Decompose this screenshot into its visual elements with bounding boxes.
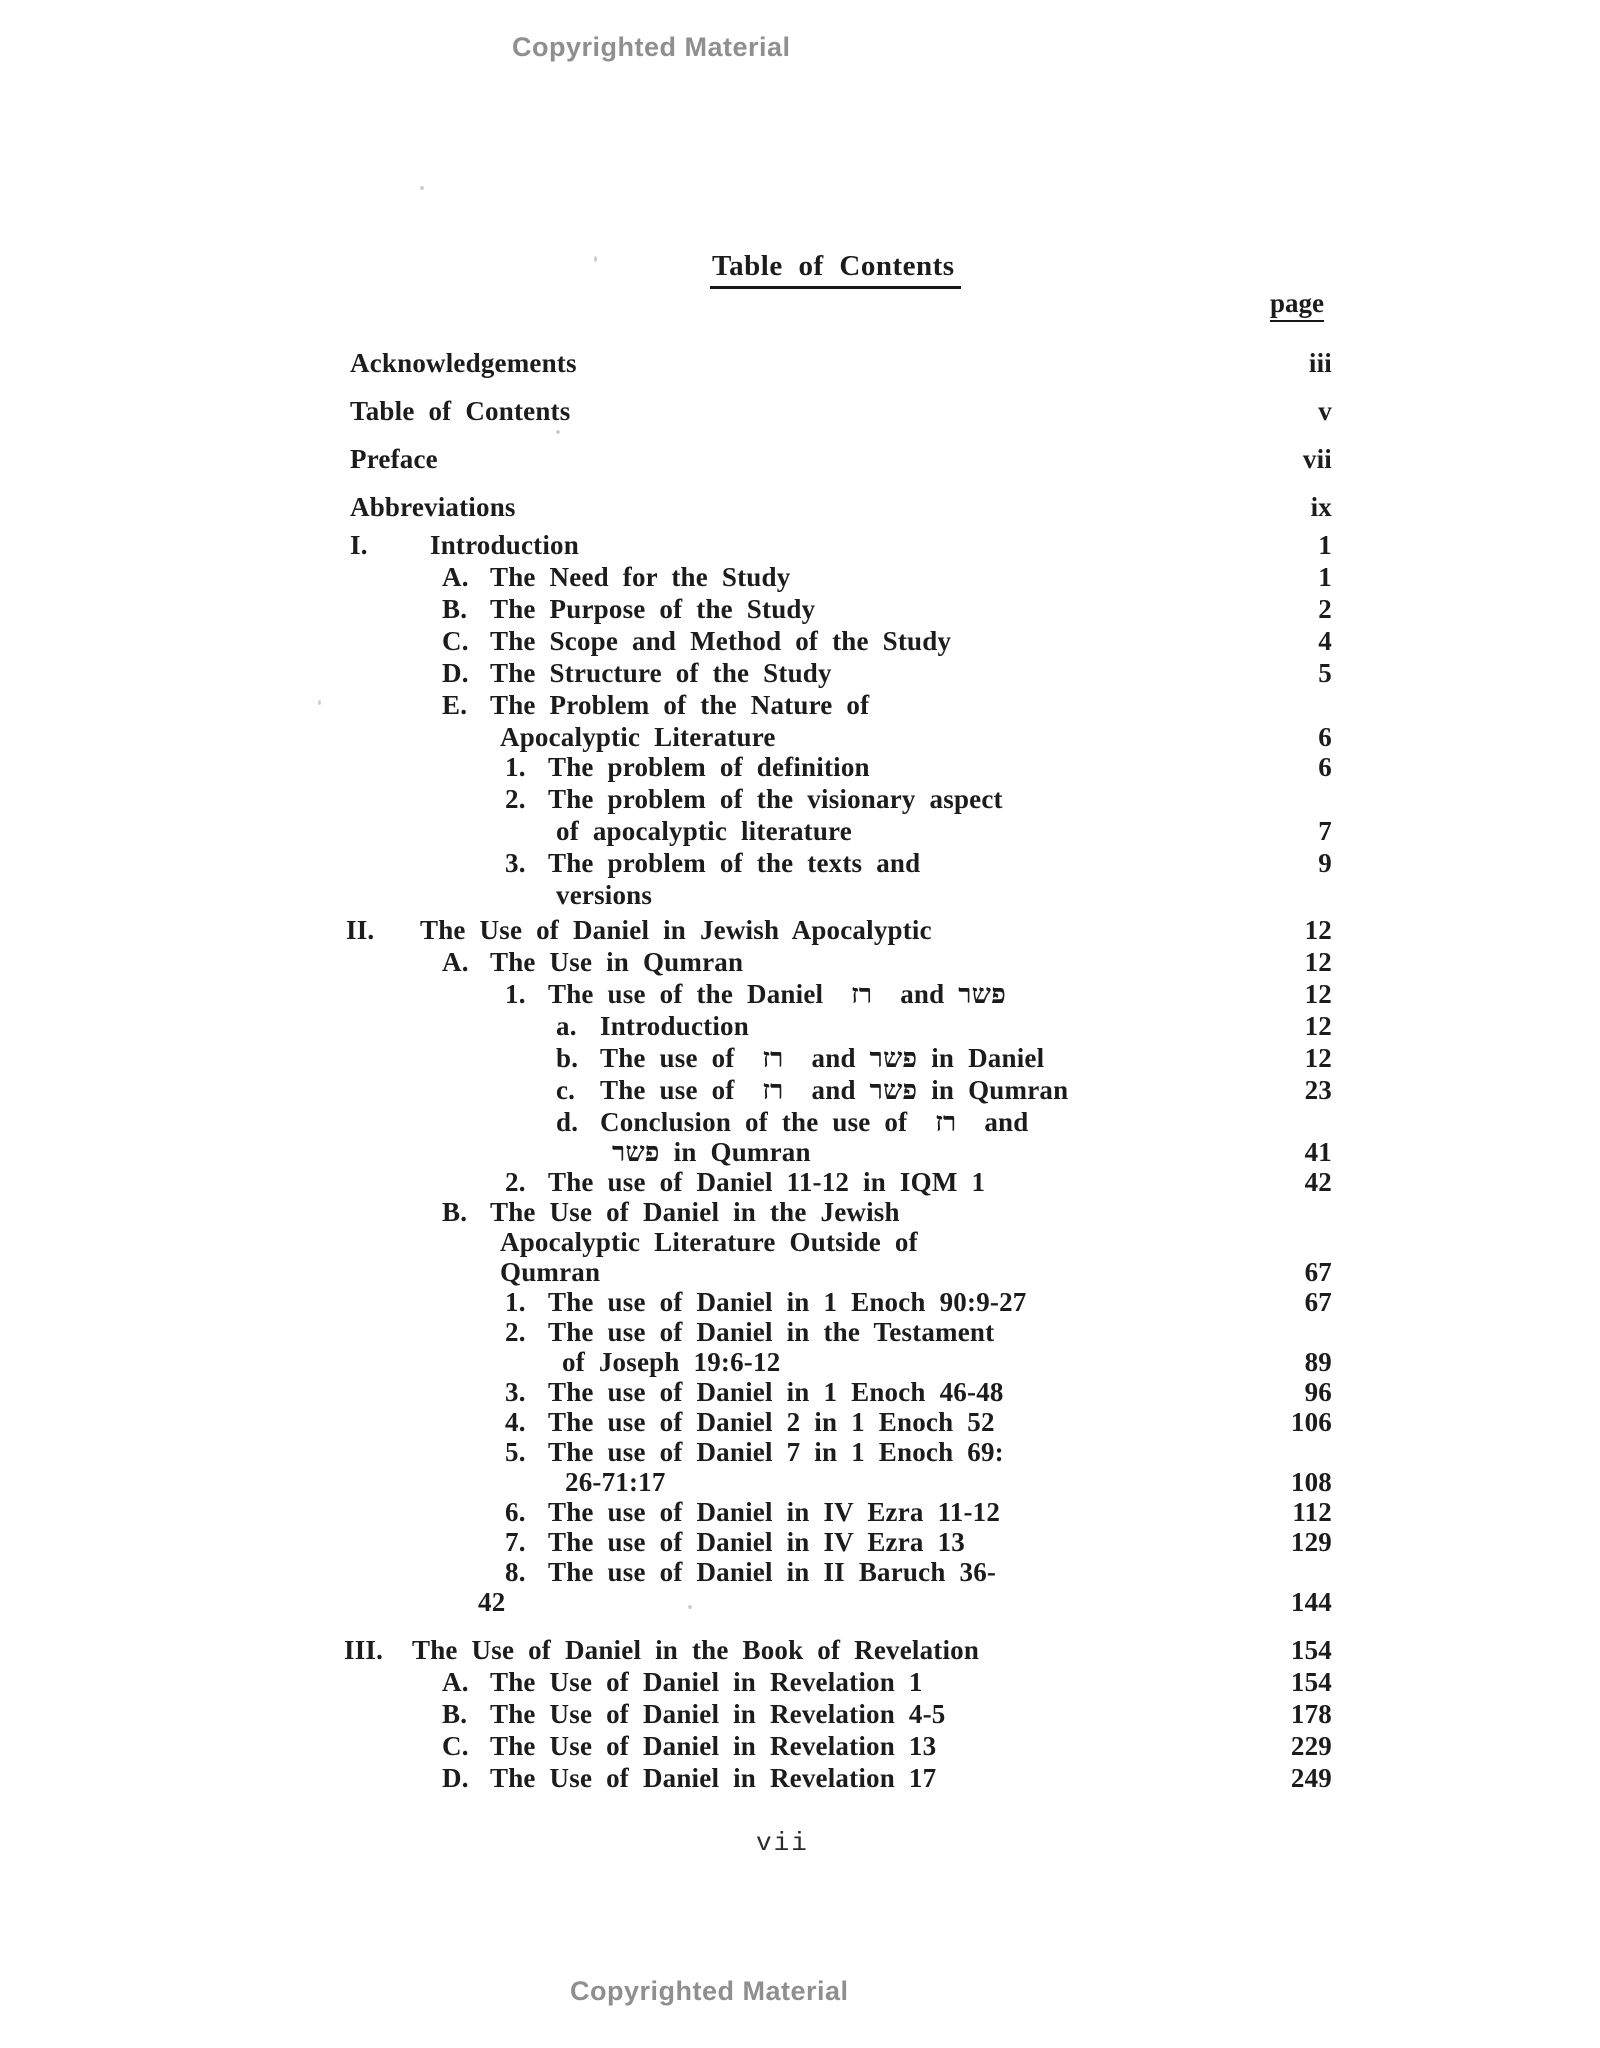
- toc-line: [0, 1287, 1600, 1318]
- toc-line-page: 229: [1290, 1731, 1332, 1761]
- toc-line-text: The Problem of the Nature of: [490, 690, 870, 720]
- toc-line-page: 4: [1318, 626, 1332, 656]
- toc-line: [0, 658, 1600, 689]
- toc-line: [0, 947, 1600, 978]
- toc-line-text: Introduction: [430, 530, 579, 560]
- scan-speck: [318, 700, 321, 705]
- toc-line-page: 1: [1318, 562, 1332, 592]
- toc-line-marker: B.: [442, 1197, 468, 1227]
- toc-line-page: v: [1318, 396, 1332, 426]
- toc-line-marker: 7.: [505, 1527, 526, 1557]
- toc-line-marker: C.: [442, 1731, 469, 1761]
- toc-line-page: ix: [1310, 492, 1332, 522]
- toc-line-page: 67: [1304, 1287, 1332, 1317]
- toc-line-marker: 1.: [505, 979, 526, 1009]
- toc-line-marker: B.: [442, 594, 468, 624]
- copyright-notice-top: Copyrighted Material: [512, 32, 791, 62]
- toc-line: [0, 562, 1600, 593]
- toc-line-text: The Use of Daniel in Revelation 17: [490, 1763, 937, 1793]
- toc-line: [0, 626, 1600, 657]
- toc-line: [0, 1699, 1600, 1730]
- toc-line-page: 12: [1304, 979, 1332, 1009]
- toc-line-marker: 2.: [505, 1317, 526, 1347]
- toc-line-marker: 1.: [505, 1287, 526, 1317]
- toc-line-text: The use of Daniel in 1 Enoch 90:9-27: [548, 1287, 1027, 1317]
- toc-line-text: The problem of the texts and: [548, 848, 921, 878]
- toc-line-text: Preface: [350, 444, 438, 474]
- toc-line-page: 12: [1304, 947, 1332, 977]
- page-title: Table of Contents: [710, 250, 961, 289]
- toc-line: [0, 348, 1600, 379]
- toc-line-marker: III.: [344, 1635, 384, 1665]
- toc-line-marker: 2.: [505, 784, 526, 814]
- toc-line: [0, 1347, 1600, 1378]
- toc-line-text: The Use of Daniel in Jewish Apocalyptic: [420, 915, 932, 945]
- toc-line: [0, 1497, 1600, 1528]
- copyright-notice-bottom: Copyrighted Material: [570, 1976, 849, 2006]
- toc-line: [0, 915, 1600, 946]
- toc-line: [0, 1227, 1600, 1258]
- toc-line-text: The use of the Daniel רז and פשר: [548, 979, 1006, 1009]
- toc-line-text: The Structure of the Study: [490, 658, 832, 688]
- toc-line-page: 41: [1304, 1137, 1332, 1167]
- toc-line-text: The use of Daniel 11-12 in IQM 1: [548, 1167, 986, 1197]
- toc-line: [0, 1587, 1600, 1618]
- toc-line-marker: 4.: [505, 1407, 526, 1437]
- toc-line-text: Conclusion of the use of רז and: [600, 1107, 1029, 1137]
- toc-line: [0, 752, 1600, 783]
- toc-line-page: 1: [1318, 530, 1332, 560]
- toc-line-page: 42: [1304, 1167, 1332, 1197]
- toc-line: [0, 690, 1600, 721]
- toc-line: [0, 1075, 1600, 1106]
- toc-line: [0, 1011, 1600, 1042]
- toc-line: [0, 1467, 1600, 1498]
- toc-line-text: The use of Daniel in II Baruch 36-: [548, 1557, 997, 1587]
- toc-line-text: The Use of Daniel in Revelation 13: [490, 1731, 937, 1761]
- toc-line: [0, 492, 1600, 523]
- toc-line-marker: 3.: [505, 848, 526, 878]
- toc-line: [0, 530, 1600, 561]
- toc-line-page: vii: [1302, 444, 1332, 474]
- toc-line-text: The Use in Qumran: [490, 947, 744, 977]
- toc-line: [0, 1377, 1600, 1408]
- toc-line-text: The problem of the visionary aspect: [548, 784, 1003, 814]
- toc-line-page: iii: [1308, 348, 1332, 378]
- toc-line: [0, 1043, 1600, 1074]
- toc-line: [0, 1197, 1600, 1228]
- toc-line-page: 12: [1304, 1011, 1332, 1041]
- toc-line: [0, 1407, 1600, 1438]
- scan-speck: [556, 430, 560, 434]
- toc-line-text: versions: [556, 880, 653, 910]
- toc-line-page: 154: [1290, 1635, 1332, 1665]
- scan-speck: [594, 256, 597, 262]
- toc-line-text: The use of Daniel in 1 Enoch 46-48: [548, 1377, 1004, 1407]
- toc-line-text: 42: [478, 1587, 506, 1617]
- toc-line-page: 7: [1318, 816, 1332, 846]
- toc-line-marker: 8.: [505, 1557, 526, 1587]
- toc-line-page: 6: [1318, 752, 1332, 782]
- toc-line-text: The use of רז and פשר in Qumran: [600, 1075, 1069, 1105]
- page-column-header: page: [1270, 288, 1324, 322]
- toc-line: [0, 1731, 1600, 1762]
- toc-line: [0, 1437, 1600, 1468]
- toc-line-marker: a.: [556, 1011, 577, 1041]
- toc-line-text: Abbreviations: [350, 492, 516, 522]
- toc-line-marker: II.: [346, 915, 375, 945]
- toc-line-marker: A.: [442, 1667, 469, 1697]
- toc-line: [0, 979, 1600, 1010]
- toc-line: [0, 1107, 1600, 1138]
- toc-line-marker: E.: [442, 690, 468, 720]
- toc-line: [0, 444, 1600, 475]
- toc-line: [0, 784, 1600, 815]
- toc-line: [0, 1317, 1600, 1348]
- toc-line-text: The use of רז and פשר in Daniel: [600, 1043, 1045, 1073]
- toc-line-marker: d.: [556, 1107, 579, 1137]
- toc-line: [0, 1667, 1600, 1698]
- toc-line: [0, 1527, 1600, 1558]
- toc-line-marker: 5.: [505, 1437, 526, 1467]
- toc-line-page: 178: [1290, 1699, 1332, 1729]
- toc-line-page: 12: [1304, 915, 1332, 945]
- toc-line-text: Apocalyptic Literature Outside of: [500, 1227, 918, 1257]
- toc-line: [0, 1257, 1600, 1288]
- toc-line-marker: C.: [442, 626, 469, 656]
- toc-line-marker: I.: [350, 530, 368, 560]
- toc-line-page: 112: [1292, 1497, 1332, 1527]
- toc-line: [0, 722, 1600, 753]
- toc-line-page: 108: [1290, 1467, 1332, 1497]
- toc-line-text: The use of Daniel 7 in 1 Enoch 69:: [548, 1437, 1004, 1467]
- toc-line: [0, 848, 1600, 879]
- toc-line-marker: 2.: [505, 1167, 526, 1197]
- toc-line-text: 26-71:17: [565, 1467, 666, 1497]
- toc-line-marker: D.: [442, 1763, 469, 1793]
- toc-line-page: 249: [1290, 1763, 1332, 1793]
- toc-line-page: 154: [1290, 1667, 1332, 1697]
- toc-line: [0, 816, 1600, 847]
- toc-line-text: Table of Contents: [350, 396, 571, 426]
- toc-line: [0, 1167, 1600, 1198]
- toc-line-text: Apocalyptic Literature: [500, 722, 776, 752]
- scan-speck: [688, 1605, 692, 1609]
- toc-line-marker: 6.: [505, 1497, 526, 1527]
- toc-line: [0, 1557, 1600, 1588]
- toc-line-text: The Scope and Method of the Study: [490, 626, 952, 656]
- toc-line: [0, 594, 1600, 625]
- toc-line-marker: b.: [556, 1043, 579, 1073]
- scan-speck: [420, 186, 424, 190]
- toc-line-page: 144: [1290, 1587, 1332, 1617]
- toc-line-marker: D.: [442, 658, 469, 688]
- folio-page-number: vii: [756, 1828, 809, 1858]
- toc-line-text: The Purpose of the Study: [490, 594, 816, 624]
- toc-line: [0, 396, 1600, 427]
- toc-line: [0, 1635, 1600, 1666]
- toc-line-marker: A.: [442, 947, 469, 977]
- toc-line-text: The use of Daniel in IV Ezra 11-12: [548, 1497, 1001, 1527]
- toc-line-text: of Joseph 19:6-12: [562, 1347, 781, 1377]
- toc-line-page: 89: [1304, 1347, 1332, 1377]
- toc-line-text: The use of Daniel in the Testament: [548, 1317, 995, 1347]
- toc-line-text: The Use of Daniel in the Book of Revelation: [412, 1635, 980, 1665]
- toc-line-text: of apocalyptic literature: [556, 816, 852, 846]
- toc-line: [0, 1137, 1600, 1168]
- toc-line-text: Qumran: [500, 1257, 601, 1287]
- toc-line-marker: 1.: [505, 752, 526, 782]
- toc-line-text: The use of Daniel 2 in 1 Enoch 52: [548, 1407, 995, 1437]
- toc-line-page: 2: [1318, 594, 1332, 624]
- toc-line: [0, 880, 1600, 911]
- toc-line-page: 9: [1318, 848, 1332, 878]
- toc-line-marker: 3.: [505, 1377, 526, 1407]
- toc-line-page: 67: [1304, 1257, 1332, 1287]
- toc-line-page: 5: [1318, 658, 1332, 688]
- toc-line-text: The use of Daniel in IV Ezra 13: [548, 1527, 965, 1557]
- toc-line-text: The Use of Daniel in Revelation 1: [490, 1667, 923, 1697]
- toc-line-text: פשר in Qumran: [612, 1137, 811, 1167]
- toc-line-text: Acknowledgements: [350, 348, 577, 378]
- toc-line-text: The Need for the Study: [490, 562, 791, 592]
- toc-line: [0, 1763, 1600, 1794]
- toc-line-marker: B.: [442, 1699, 468, 1729]
- toc-line-page: 12: [1304, 1043, 1332, 1073]
- toc-line-marker: A.: [442, 562, 469, 592]
- toc-line-page: 23: [1304, 1075, 1332, 1105]
- toc-line-page: 129: [1290, 1527, 1332, 1557]
- toc-line-page: 6: [1318, 722, 1332, 752]
- toc-line-page: 96: [1304, 1377, 1332, 1407]
- toc-line-page: 106: [1290, 1407, 1332, 1437]
- toc-line-marker: c.: [556, 1075, 576, 1105]
- toc-line-text: Introduction: [600, 1011, 749, 1041]
- toc-line-text: The problem of definition: [548, 752, 870, 782]
- toc-line-text: The Use of Daniel in the Jewish: [490, 1197, 900, 1227]
- toc-line-text: The Use of Daniel in Revelation 4-5: [490, 1699, 946, 1729]
